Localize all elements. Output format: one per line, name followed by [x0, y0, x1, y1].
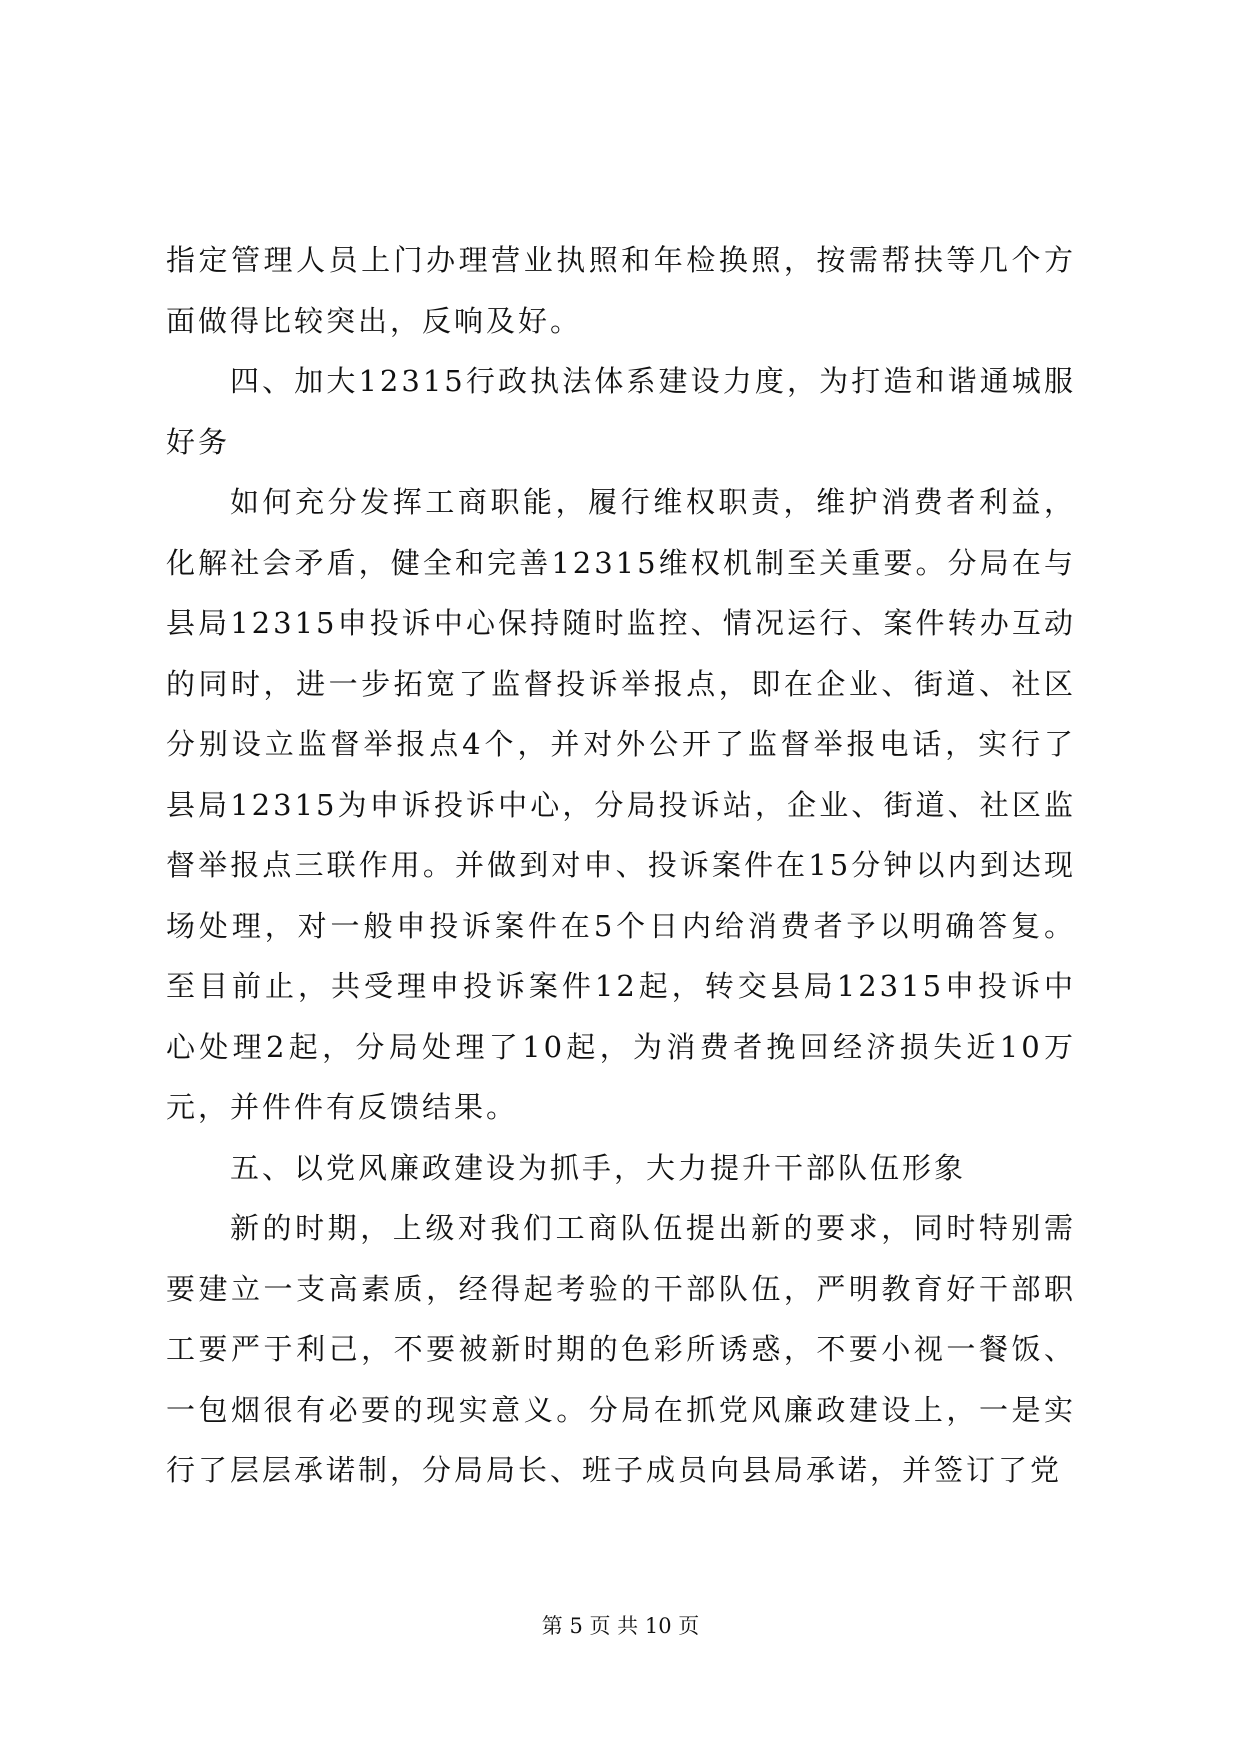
- document-body: [166, 230, 1076, 1501]
- section-heading-5: 五、以党风廉政建设为抓手，大力提升干部队伍形象: [230, 1150, 967, 1185]
- section-heading-4: 四、加大12315行政执法体系建设力度，为打造和谐通城服好务: [166, 364, 1076, 459]
- paragraph-party-integrity: 新的时期，上级对我们工商队伍提出新的要求，同时特别需要建立一支高素质，经得起考验的干部队伍，严明教育好干部职工要严于利己，不要被新时期的色彩所诱惑，不要小视一餐饭、一包烟很有必要的现实意义。分局在抓党风廉政建设上，一是实行了层层承诺制，分局局长、班子成员向县局承诺，并签订了党: [166, 1211, 1076, 1487]
- page-footer: 第 5 页 共 10 页: [541, 1614, 700, 1638]
- paragraph-12315-rights: 如何充分发挥工商职能，履行维权职责，维护消费者利益，化解社会矛盾，健全和完善12315维权机制至关重要。分局在与县局12315申投诉中心保持随时监控、情况运行、案件转办互动的同时，进一步拓宽了监督投诉举报点，即在企业、街道、社区分别设立监督举报点4个，并对外公开了监督举报电话，实行了县局12315为申诉投诉中心，分局投诉站，企业、街道、社区监督举报点三联作用。并做到对申、投诉案件在15分钟以内到达现场处理，对一般申投诉案件在5个日内给消费者予以明确答复。至目前止，共受理申投诉案件12起，转交县局12315申投诉中心处理2起，分局处理了10起，为消费者挽回经济损失近10万元，并件件有反馈结果。: [166, 485, 1076, 1124]
- paragraph-continuation: 指定管理人员上门办理营业执照和年检换照，按需帮扶等几个方面做得比较突出，反响及好。: [166, 243, 1076, 338]
